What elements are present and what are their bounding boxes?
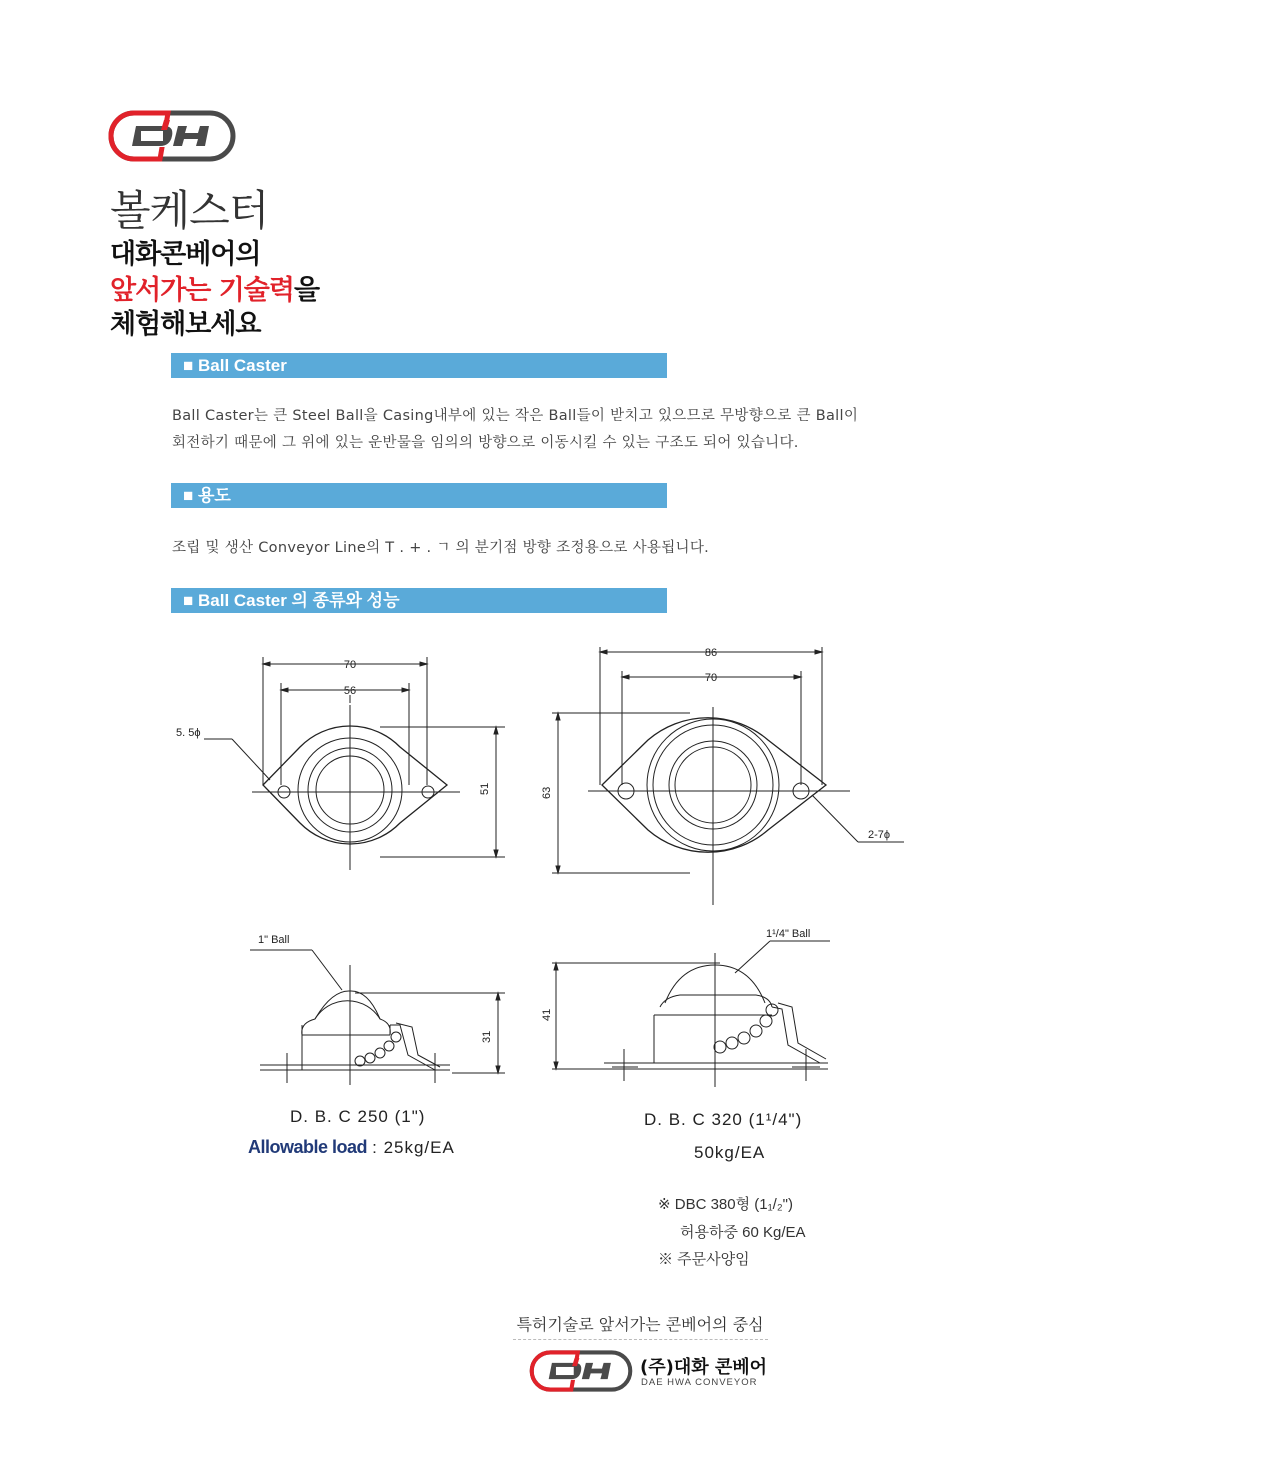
- model-caption-dbc320: D. B. C 320 (1¹/4"): [644, 1110, 803, 1129]
- technical-drawings: [160, 635, 920, 1155]
- dh-logo: [108, 110, 236, 162]
- description-line-1: Ball Caster는 큰 Steel Ball을 Casing내부에 있는 작은 Ball들이 받치고 있으므로 무방향으로 큰 Ball이: [172, 408, 859, 424]
- label-right-height: 63: [541, 786, 553, 799]
- footer-divider: [513, 1339, 768, 1340]
- label-right-width-outer: 86: [704, 647, 718, 659]
- label-left-width-inner: 56: [343, 685, 357, 697]
- model-caption-dbc250: D. B. C 250 (1"): [290, 1107, 426, 1126]
- label-left-hole: 5. 5ϕ: [176, 727, 201, 739]
- dbc320-top-view: [552, 647, 904, 905]
- allowable-load-value-dbc320: 50kg/EA: [694, 1143, 766, 1162]
- allowable-load-value-dbc250: : 25kg/EA: [372, 1138, 455, 1157]
- dh-logo-footer: [528, 1350, 634, 1392]
- label-left-height: 51: [479, 782, 491, 795]
- load-row-dbc250: [248, 1137, 455, 1158]
- dbc250-side-view: [250, 950, 505, 1085]
- slogan-tail: 을: [293, 275, 320, 306]
- slogan-line-1: 대화콘베어의: [110, 239, 261, 270]
- dbc320-side-view: [552, 941, 830, 1087]
- footer-tagline: 특허기술로 앞서가는 콘베어의 중심: [516, 1315, 764, 1334]
- section-heading-ball-caster: ■ Ball Caster: [171, 353, 667, 378]
- section-heading-usage: ■ 용도: [171, 483, 667, 508]
- slogan-highlight: 앞서가는 기술력: [110, 275, 294, 306]
- section-heading-types: ■ Ball Caster 의 종류와 성능: [171, 588, 667, 613]
- allowable-load-label: Allowable load: [248, 1137, 368, 1157]
- label-right-width-inner: 70: [704, 672, 718, 684]
- note-dbc380-load: 허용하중 60 Kg/EA: [680, 1224, 806, 1241]
- label-right-ball: 1¹/4" Ball: [766, 928, 811, 940]
- note-custom-order: ※ 주문사양임: [658, 1251, 750, 1268]
- ball-caster-description: [172, 403, 858, 457]
- label-left-ball: 1" Ball: [258, 934, 290, 946]
- company-name-english: DAE HWA CONVEYOR: [641, 1377, 758, 1388]
- label-right-hole: 2-7ϕ: [868, 829, 891, 841]
- description-line-2: 회전하기 때문에 그 위에 있는 운반물을 임의의 방향으로 이동시킬 수 있는 구조도 되어 있습니다.: [172, 435, 799, 451]
- page-title: 볼케스터: [110, 186, 269, 235]
- label-left-width-outer: 70: [343, 659, 357, 671]
- usage-text: 조립 및 생산 Conveyor Line의 T . + . ㄱ 의 분기점 방향 조정용으로 사용됩니다.: [172, 540, 710, 556]
- company-name: (주)대화 콘베어: [640, 1357, 768, 1378]
- label-left-side-height: 31: [481, 1030, 493, 1043]
- slogan-line-3: 체험해보세요: [110, 309, 261, 340]
- note-dbc380: ※ DBC 380형 (1₁/₂"): [658, 1196, 793, 1213]
- label-right-side-height: 41: [541, 1008, 553, 1021]
